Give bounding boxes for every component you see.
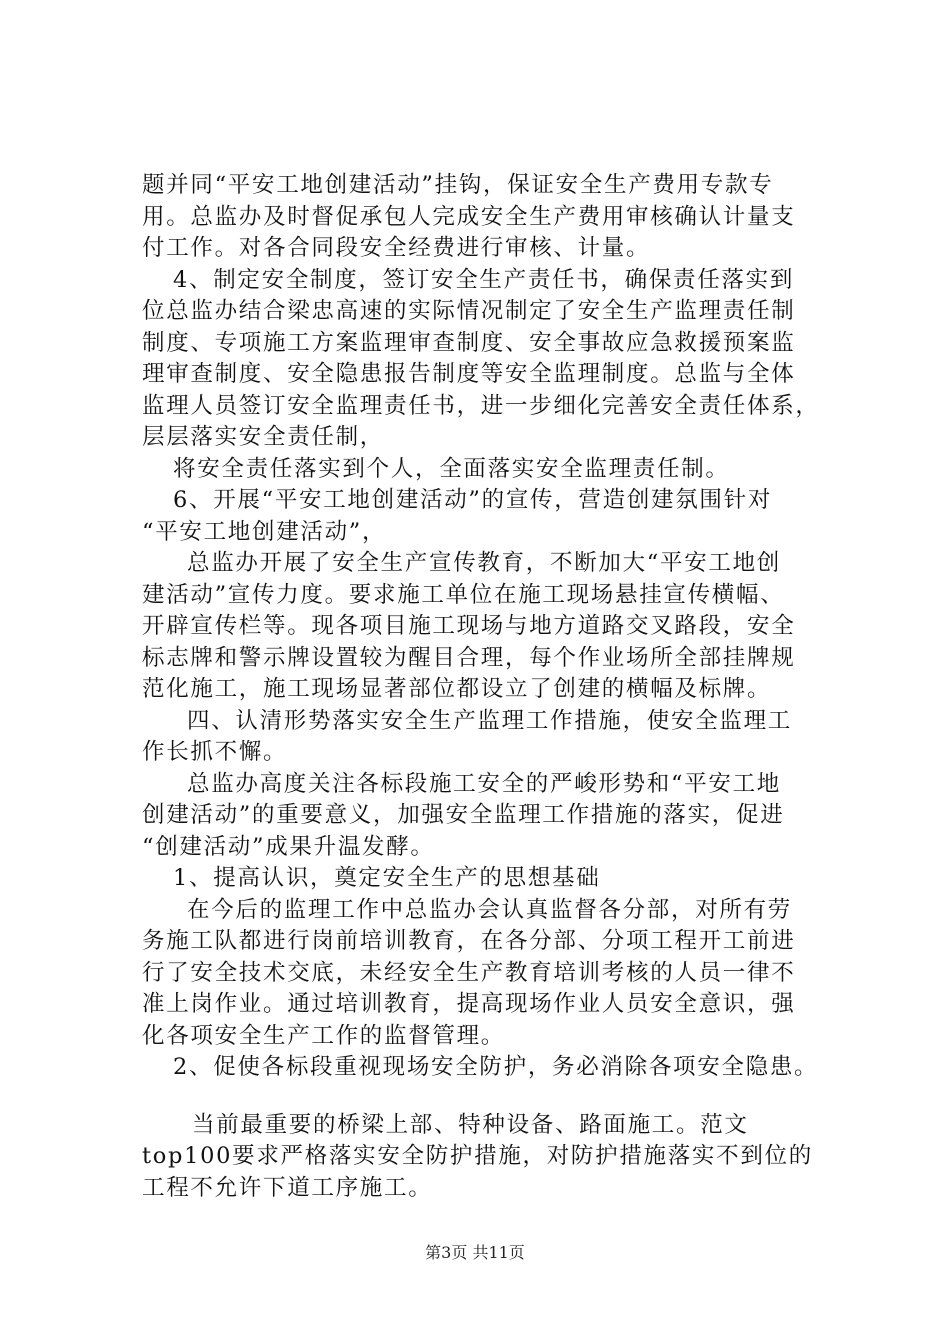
text-line: 制度、专项施工方案监理审查制度、安全事故应急救援预案监: [142, 329, 796, 356]
text-line: 总监办开展了安全生产宣传教育，不断加大“平安工地创: [187, 550, 782, 576]
text-line: 行了安全技术交底，未经安全生产教育培训考核的人员一律不: [142, 959, 796, 986]
text-line: 四、认清形势落实安全生产监理工作措施，使安全监理工: [187, 707, 793, 734]
text-line: “平安工地创建活动”，: [142, 518, 387, 545]
text-line: 化各项安全生产工作的监督管理。: [142, 1022, 506, 1049]
text-line: 位总监办结合梁忠高速的实际情况制定了安全生产监理责任制: [142, 298, 796, 324]
text-line: 在今后的监理工作中总监办会认真监督各分部，对所有劳: [187, 896, 793, 923]
text-line: 创建活动”的重要意义，加强安全监理工作措施的落实，促进: [142, 802, 785, 828]
text-line: 工程不允许下道工序施工。: [142, 1174, 433, 1201]
document-body: [142, 170, 842, 1204]
text-line: 题并同“平安工地创建活动”挂钩，保证安全生产费用专款专: [142, 172, 774, 198]
text-line: 作长抓不懈。: [142, 739, 288, 765]
text-line: 6、开展“平安工地创建活动”的宣传，营造创建氛围针对: [173, 487, 773, 513]
text-line: 开辟宣传栏等。现各项目施工现场与地方道路交叉路段，安全: [142, 613, 796, 639]
text-line: 总监办高度关注各标段施工安全的严峻形势和“平安工地: [187, 770, 782, 797]
text-line: 当前最重要的桥梁上部、特种设备、路面施工。范文: [192, 1111, 749, 1138]
text-line: 将安全责任落实到个人，全面落实安全监理责任制。: [173, 455, 730, 482]
text-line: 用。总监办及时督促承包人完成安全生产费用审核确认计量支: [142, 203, 796, 230]
text-line: 4、制定安全制度，签订安全生产责任书，确保责任落实到: [173, 266, 795, 293]
text-line: 务施工队都进行岗前培训教育，在各分部、分项工程开工前进: [142, 928, 796, 954]
text-line: 准上岗作业。通过培训教育，提高现场作业人员安全意识，强: [142, 991, 796, 1017]
text-line: 付工作。对各合同段安全经费进行审核、计量。: [142, 235, 651, 261]
text-line: 层层落实安全责任制，: [142, 424, 385, 450]
text-line: 理审查制度、安全隐患报告制度等安全监理制度。总监与全体: [142, 361, 796, 387]
text-line: 标志牌和警示牌设置较为醒目合理，每个作业场所全部挂牌规: [142, 644, 796, 671]
text-line: 范化施工，施工现场显著部位都设立了创建的横幅及标牌。: [142, 676, 772, 702]
text-line: 监理人员签订安全监理责任书，进一步细化完善安全责任体系，: [142, 392, 820, 419]
text-line: 2、促使各标段重视现场安全防护，务必消除各项安全隐患。: [173, 1054, 819, 1080]
text-line: top100要求严格落实安全防护措施，对防护措施落实不到位的: [142, 1143, 813, 1169]
page-number-footer: 第3页 共11页: [425, 1243, 525, 1262]
text-line: 建活动”宣传力度。要求施工单位在施工现场悬挂宣传横幅、: [142, 581, 785, 608]
text-line: “创建活动”成果升温发酵。: [142, 833, 435, 860]
text-line: 1、提高认识，奠定安全生产的思想基础: [173, 865, 601, 891]
paragraph-gap: [142, 1084, 842, 1110]
